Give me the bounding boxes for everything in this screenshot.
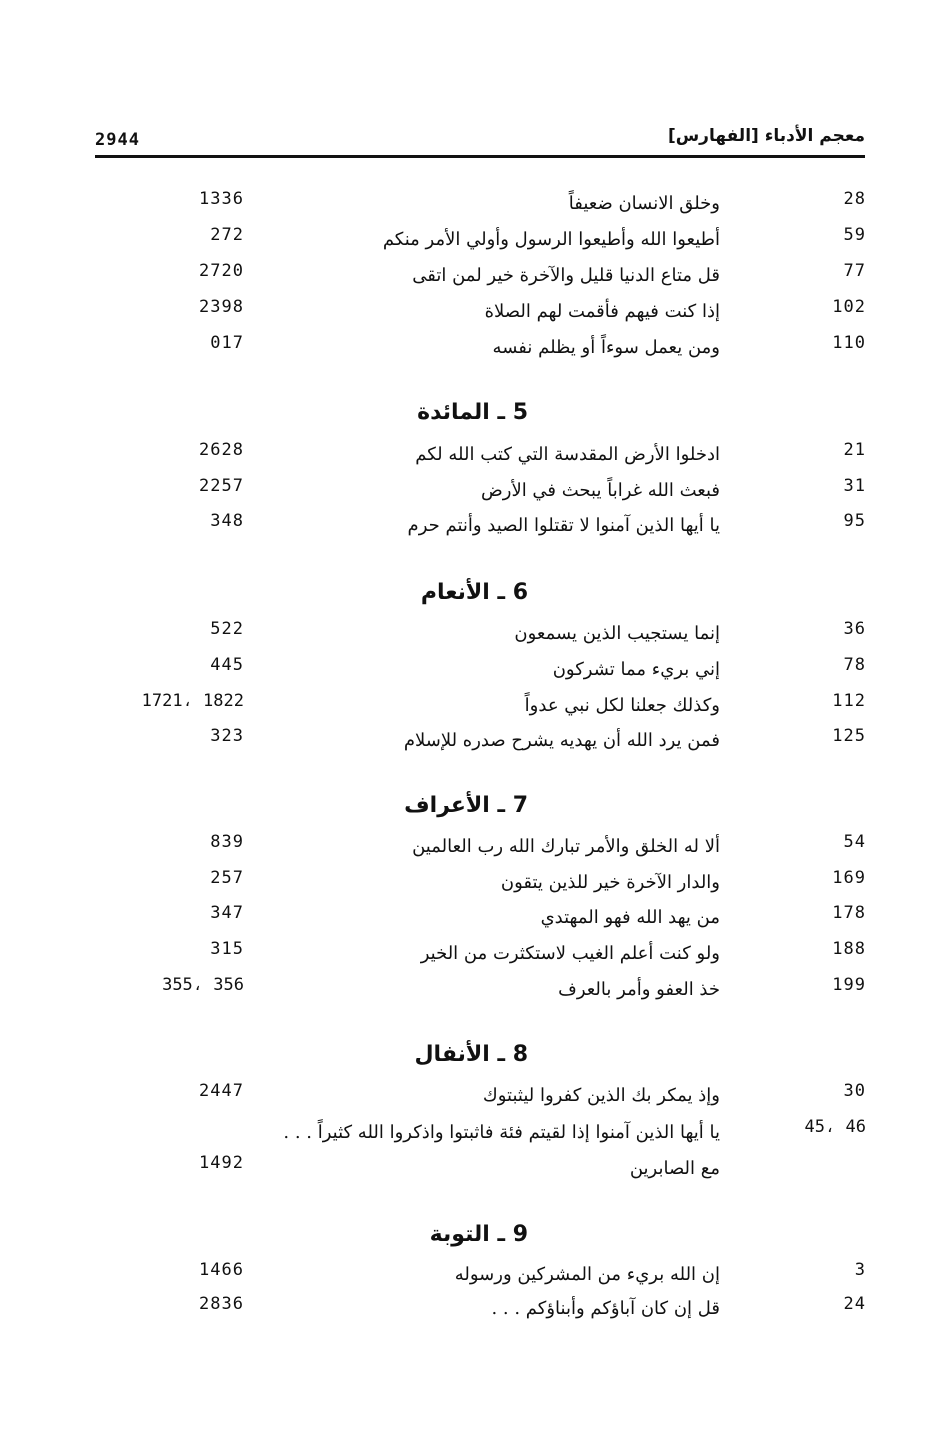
page-reference: 445	[210, 655, 244, 675]
index-row	[0, 436, 932, 470]
page-reference: 2398	[199, 297, 244, 317]
verse-text: قل متاع الدنيا قليل والآخرة خير لمن اتقى	[412, 265, 720, 286]
verse-text: أطيعوا الله وأطيعوا الرسول وأولي الأمر منكم	[382, 229, 720, 250]
verse-number: 30	[843, 1081, 866, 1101]
verse-text: والدار الآخرة خير للذين يتقون	[500, 872, 720, 893]
index-row	[0, 472, 932, 506]
page-number: 2944	[95, 130, 140, 150]
page-reference: 2447	[199, 1081, 244, 1101]
index-row	[0, 828, 932, 862]
index-row	[0, 507, 932, 541]
verse-number: 78	[843, 655, 866, 675]
page-reference: 323	[210, 726, 244, 746]
verse-text: ولو كنت أعلم الغيب لاستكثرت من الخير	[420, 943, 720, 964]
verse-text: إني بريء مما تشركون	[552, 659, 720, 680]
verse-number: 125	[832, 726, 866, 746]
index-row	[0, 615, 932, 649]
verse-number: 3	[854, 1260, 866, 1280]
index-row	[0, 185, 932, 219]
section-title: 8 ـ الأنفال	[414, 1042, 528, 1067]
index-row	[0, 935, 932, 969]
index-row	[0, 221, 932, 255]
verse-number: 31	[843, 476, 866, 496]
section-title: 7 ـ الأعراف	[404, 793, 528, 818]
verse-number: 21	[843, 440, 866, 460]
verse-text: وإذ يمكر بك الذين كفروا ليثبتوك	[482, 1085, 720, 1106]
verse-text: إنما يستجيب الذين يسمعون	[514, 623, 720, 644]
index-row	[0, 293, 932, 327]
verse-number: 169	[832, 868, 866, 888]
verse-text: وكذلك جعلنا لكل نبي عدواً	[524, 695, 720, 716]
verse-text: خذ العفو وأمر بالعرف	[558, 979, 720, 1000]
verse-text: إن الله بريء من المشركين ورسوله	[454, 1264, 720, 1285]
verse-text: إذا كنت فيهم فأقمت لهم الصلاة	[484, 301, 720, 322]
verse-text: من يهد الله فهو المهتدي	[540, 907, 720, 928]
page-reference: 522	[210, 619, 244, 639]
verse-text: ألا له الخلق والأمر تبارك الله رب العالمين	[412, 836, 720, 857]
index-row	[0, 899, 932, 933]
page-reference: 1822 ،1721	[141, 691, 244, 711]
page-reference: 1466	[199, 1260, 244, 1280]
verse-number: 59	[843, 225, 866, 245]
index-row	[0, 687, 932, 721]
page-reference: 272	[210, 225, 244, 245]
verse-text: ومن يعمل سوءاً أو يظلم نفسه	[492, 337, 720, 358]
page-reference: 1492	[199, 1153, 244, 1173]
page-reference: 2836	[199, 1294, 244, 1314]
index-row	[0, 1113, 932, 1185]
verse-text: فبعث الله غراباً يبحث في الأرض	[480, 480, 720, 501]
page-reference: 257	[210, 868, 244, 888]
verse-number: 112	[832, 691, 866, 711]
verse-number: 95	[843, 511, 866, 531]
index-row	[0, 1077, 932, 1111]
index-row	[0, 651, 932, 685]
page-reference: 348	[210, 511, 244, 531]
verse-text: قل إن كان آباؤكم وأبناؤكم . . .	[491, 1298, 720, 1319]
verse-text: ادخلوا الأرض المقدسة التي كتب الله لكم	[415, 444, 720, 465]
verse-number: 24	[843, 1294, 866, 1314]
index-row	[0, 971, 932, 1005]
index-row	[0, 257, 932, 291]
verse-number: 178	[832, 903, 866, 923]
verse-number: 46 ،45	[804, 1117, 866, 1137]
verse-number: 28	[843, 189, 866, 209]
index-row	[0, 722, 932, 756]
verse-text: وخلق الانسان ضعيفاً	[568, 193, 720, 214]
verse-number: 188	[832, 939, 866, 959]
verse-text: يا أيها الذين آمنوا لا تقتلوا الصيد وأنتم حرم	[407, 515, 720, 536]
verse-number: 102	[832, 297, 866, 317]
section-title: 9 ـ التوبة	[429, 1222, 528, 1247]
verse-number: 54	[843, 832, 866, 852]
verse-number: 77	[843, 261, 866, 281]
section-title: 5 ـ المائدة	[417, 400, 528, 425]
verse-text: فمن يرد الله أن يهديه يشرح صدره للإسلام	[403, 730, 720, 751]
page-reference: 2257	[199, 476, 244, 496]
index-row	[0, 1256, 932, 1290]
index-row	[0, 864, 932, 898]
index-row	[0, 1290, 932, 1324]
verse-number: 199	[832, 975, 866, 995]
section-title: 6 ـ الأنعام	[420, 580, 528, 605]
page-reference: 356 ،355	[162, 975, 244, 995]
verse-text: يا أيها الذين آمنوا إذا لقيتم فئة فاثبتوا واذكروا الله كثيراً . . . مع الصابرين	[283, 1122, 720, 1179]
index-row	[0, 329, 932, 363]
page-reference: 315	[210, 939, 244, 959]
page-reference: 1336	[199, 189, 244, 209]
verse-number: 110	[832, 333, 866, 353]
page-reference: 347	[210, 903, 244, 923]
page-reference: 839	[210, 832, 244, 852]
verse-number: 36	[843, 619, 866, 639]
page-reference: 017	[210, 333, 244, 353]
page-reference: 2628	[199, 440, 244, 460]
running-title: معجم الأدباء [الفهارس]	[667, 126, 865, 146]
page-reference: 2720	[199, 261, 244, 281]
